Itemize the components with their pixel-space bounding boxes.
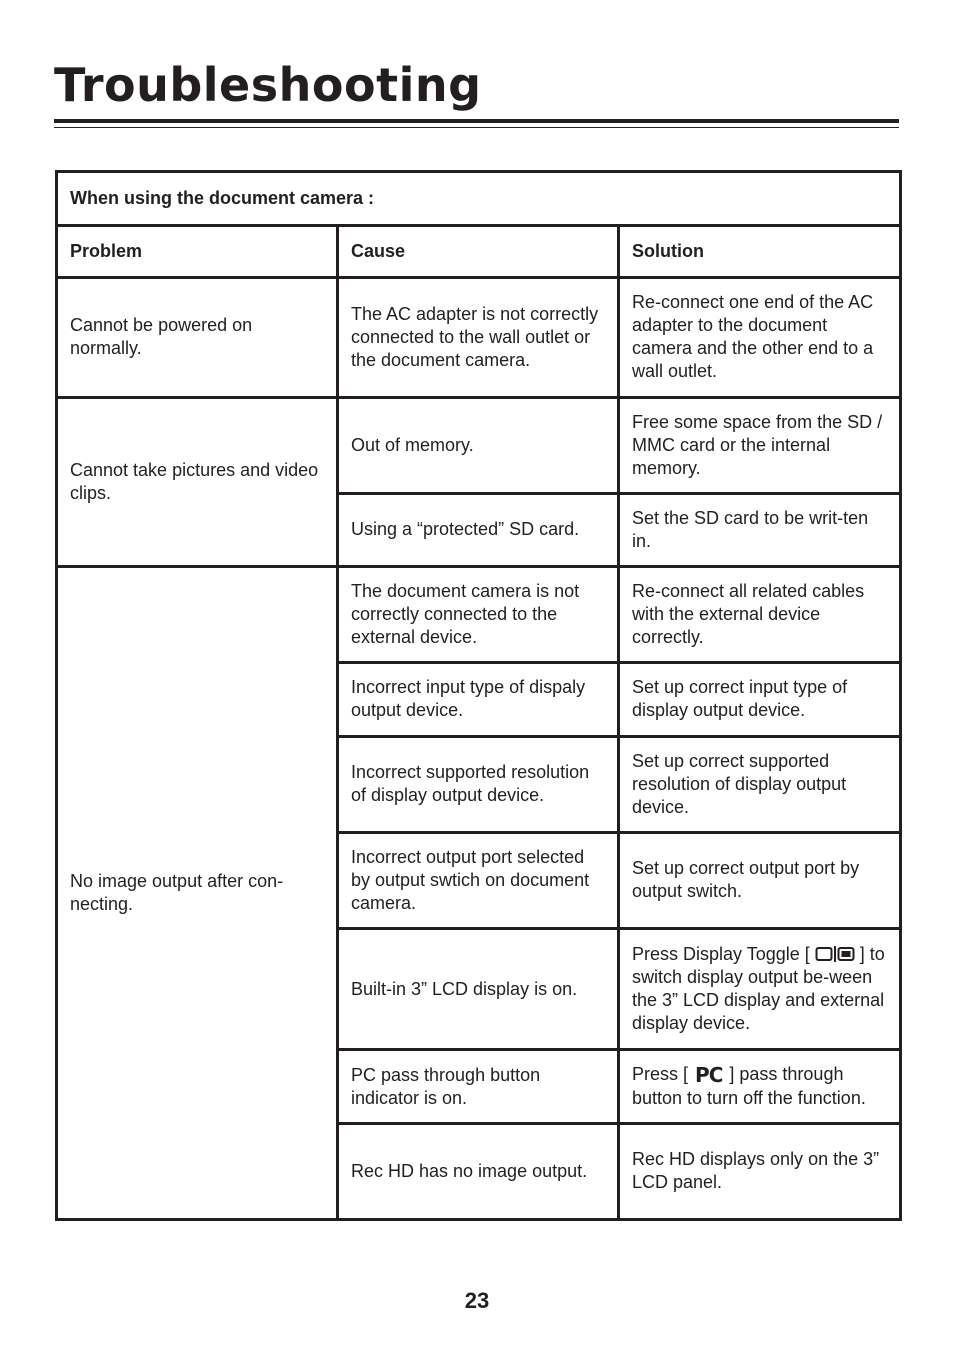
section-heading-row — [57, 172, 901, 226]
header-cause: Cause — [338, 226, 619, 278]
solution-cell: Free some space from the SD / MMC card or the internal memory. — [619, 397, 901, 493]
problem-cell: Cannot take pictures and video clips. — [57, 397, 338, 566]
cause-cell: Incorrect input type of dispaly output device. — [338, 663, 619, 736]
solution-text-after: ] to switch display output be-ween the 3” LCD display and external display device. — [632, 944, 885, 1034]
cause-cell: The document camera is not correctly connected to the external device. — [338, 567, 619, 663]
cause-cell: Out of memory. — [338, 397, 619, 493]
title-rule-thick — [54, 119, 899, 123]
table-row — [57, 397, 901, 493]
problem-cell: Cannot be powered on normally. — [57, 278, 338, 397]
header-problem: Problem — [57, 226, 338, 278]
display-toggle-icon — [815, 945, 855, 963]
solution-cell: Set up correct output port by output switch. — [619, 832, 901, 928]
solution-cell — [619, 1050, 901, 1123]
section-heading: When using the document camera : — [57, 172, 901, 226]
table-row — [57, 278, 901, 397]
problem-cell: No image output after con-necting. — [57, 567, 338, 1220]
solution-text-after: ] pass through button to turn off the function. — [632, 1064, 866, 1109]
page-number: 23 — [464, 1288, 490, 1313]
solution-cell: Re-connect one end of the AC adapter to the document camera and the other end to a wall outlet. — [619, 278, 901, 397]
solution-cell: Re-connect all related cables with the external device correctly. — [619, 567, 901, 663]
header-solution: Solution — [619, 226, 901, 278]
solution-text-before: Press Display Toggle [ — [632, 944, 810, 965]
pc-button-icon: PC — [695, 1063, 723, 1088]
page-title: Troubleshooting — [54, 58, 482, 112]
cause-cell: The AC adapter is not correctly connected to the wall outlet or the document camera. — [338, 278, 619, 397]
title-rule-thin — [54, 127, 899, 128]
header-row — [57, 226, 901, 278]
troubleshooting-table — [55, 170, 902, 1221]
cause-cell: PC pass through button indicator is on. — [338, 1050, 619, 1123]
solution-cell: Set the SD card to be writ-ten in. — [619, 493, 901, 566]
solution-cell: Rec HD displays only on the 3” LCD panel. — [619, 1123, 901, 1219]
cause-cell: Built-in 3” LCD display is on. — [338, 929, 619, 1050]
solution-cell — [619, 929, 901, 1050]
solution-cell: Set up correct input type of display output device. — [619, 663, 901, 736]
table-row — [57, 567, 901, 663]
cause-cell: Using a “protected” SD card. — [338, 493, 619, 566]
cause-cell: Incorrect output port selected by output swtich on document camera. — [338, 832, 619, 928]
solution-text-before: Press [ — [632, 1064, 689, 1085]
solution-cell: Set up correct supported resolution of display output device. — [619, 736, 901, 832]
cause-cell: Rec HD has no image output. — [338, 1123, 619, 1219]
cause-cell: Incorrect supported resolution of display output device. — [338, 736, 619, 832]
